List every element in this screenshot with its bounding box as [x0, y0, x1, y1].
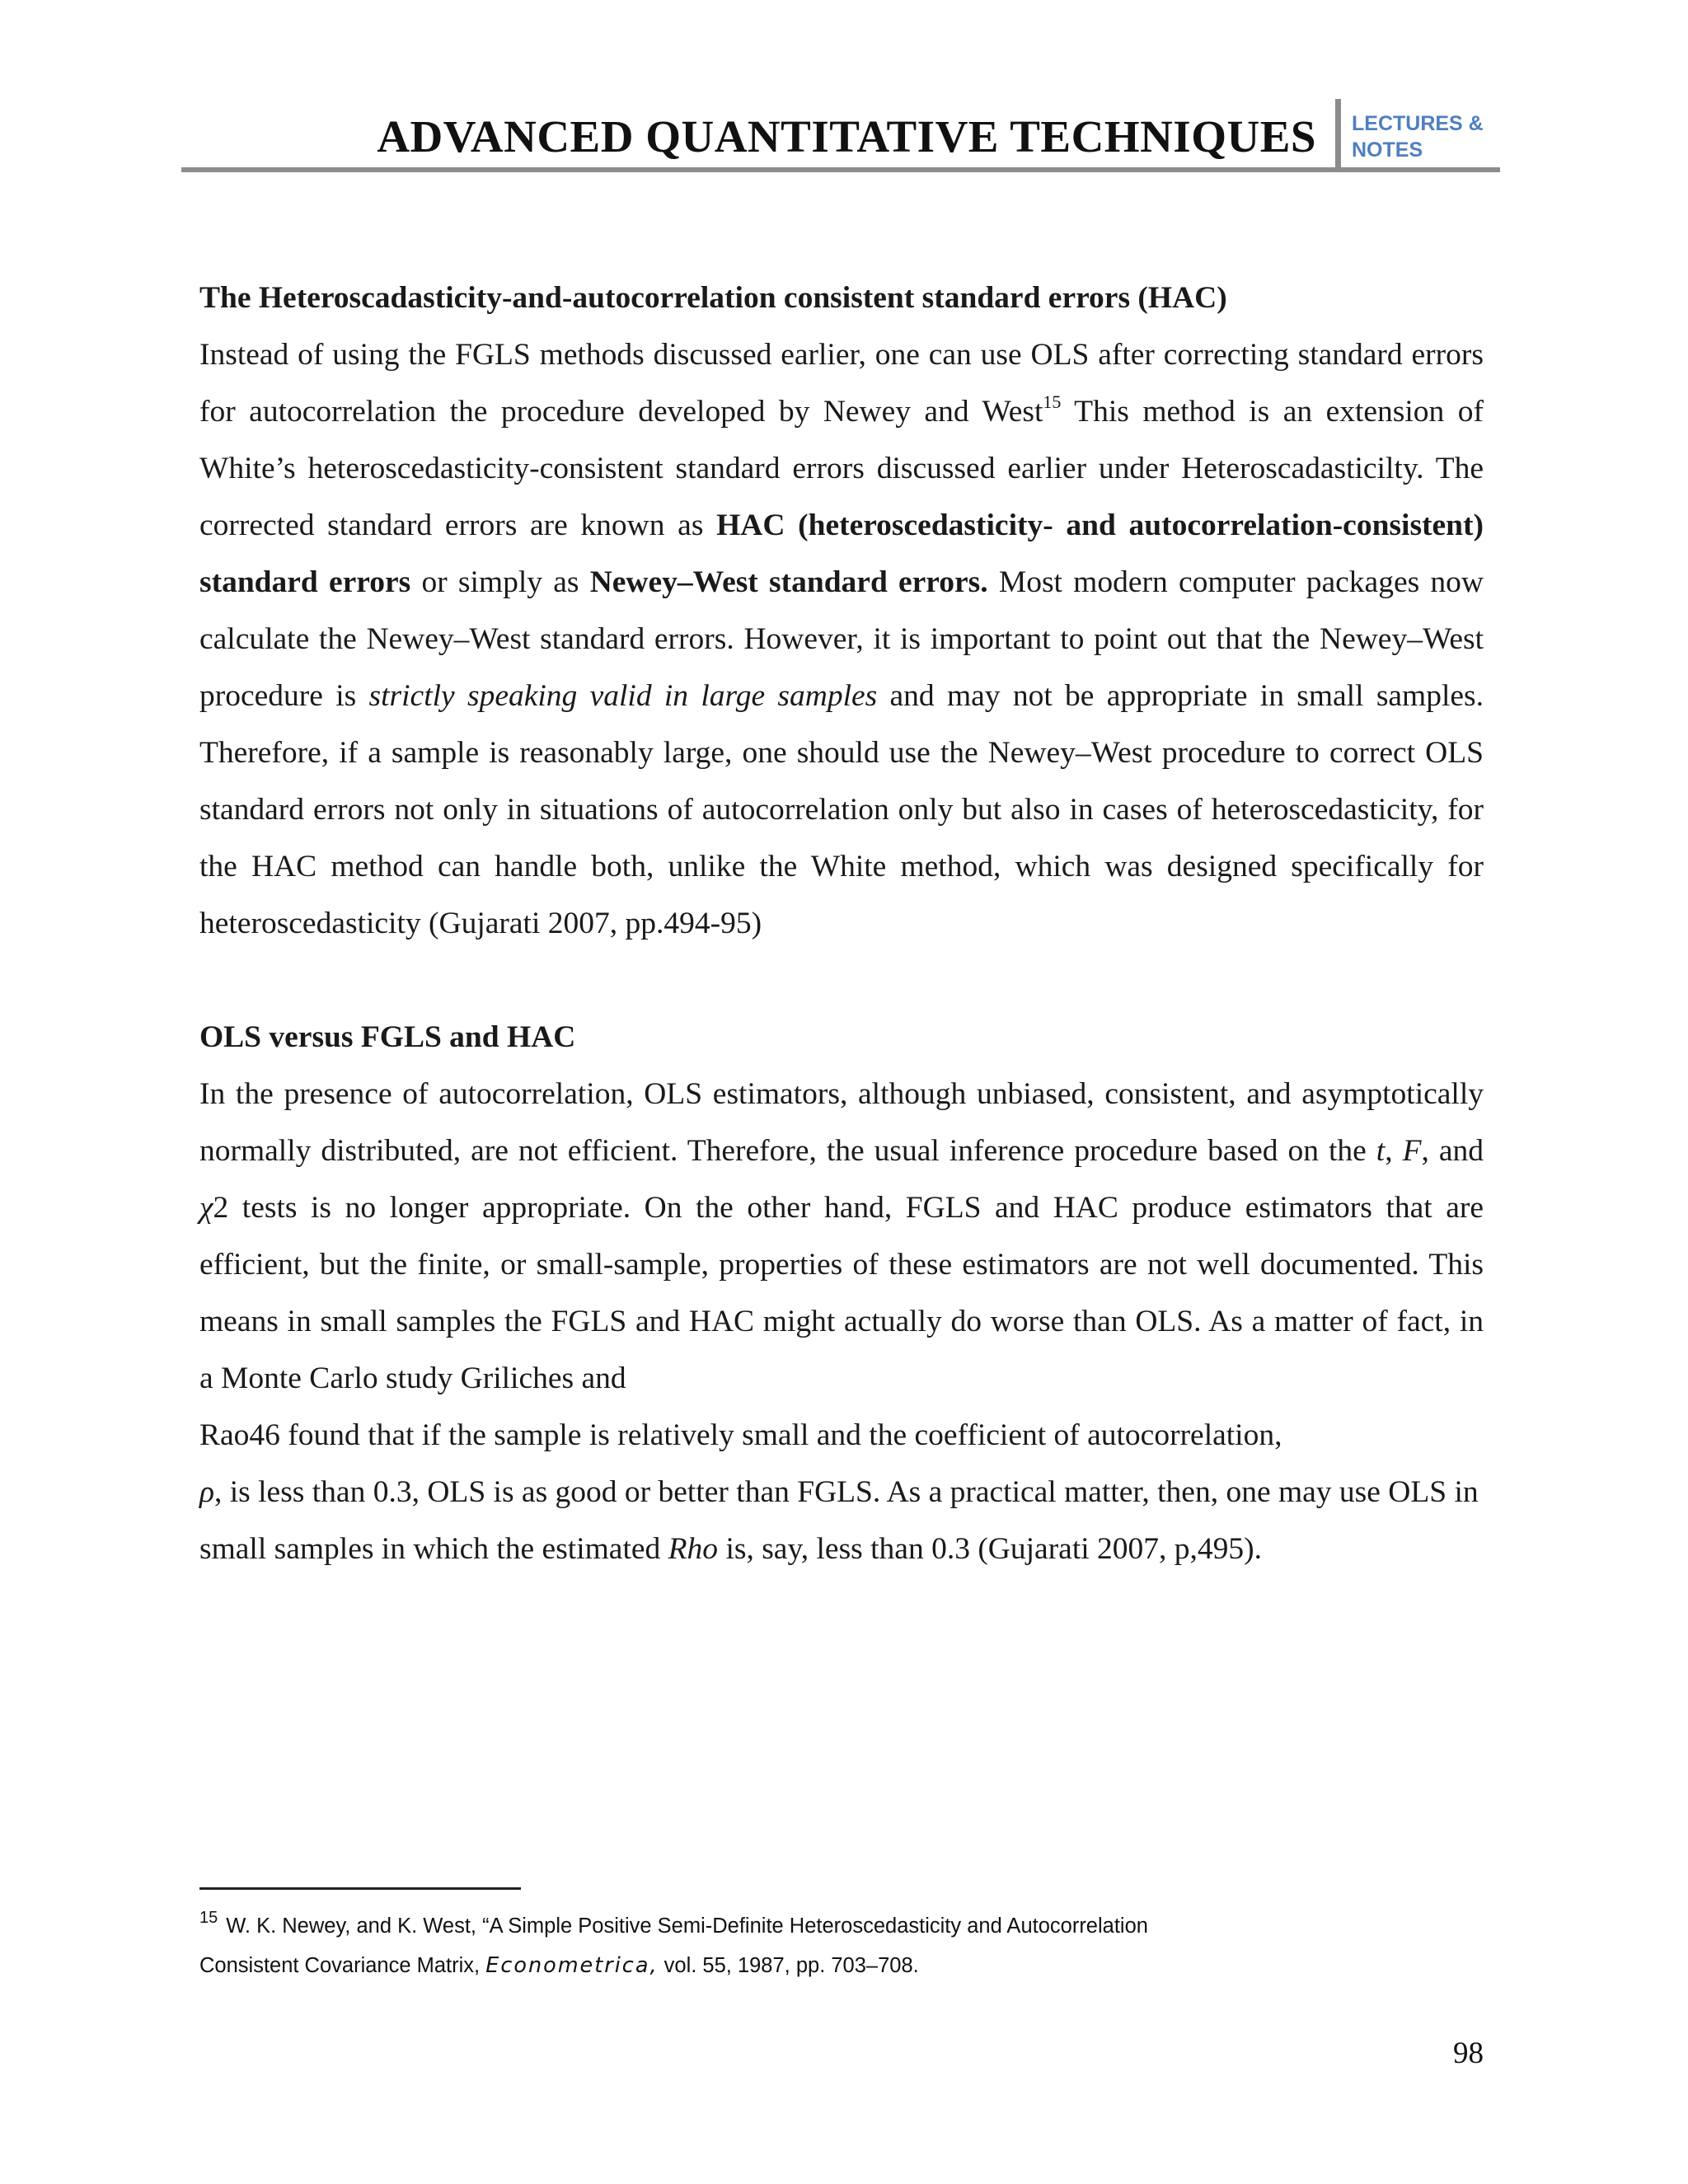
ols-line-rao: Rao46 found that if the sample is relatively small and the coefficient of autocorrelation, — [199, 1418, 1282, 1452]
page-number: 98 — [1453, 2036, 1484, 2070]
ols-sep-1: , — [1385, 1134, 1403, 1168]
header-label-line2: NOTES — [1352, 138, 1423, 162]
footnote-number: 15 — [199, 1909, 218, 1927]
rho-symbol: ρ — [199, 1475, 214, 1509]
ols-sep-2: , and — [1421, 1134, 1484, 1168]
footnote-rule — [199, 1887, 521, 1890]
footnote-reference[interactable]: 15 — [1043, 391, 1062, 412]
header-label — [1352, 110, 1484, 163]
header-label-line1: LECTURES & — [1352, 112, 1484, 135]
f-symbol: F — [1402, 1134, 1422, 1168]
hac-text-a: Instead of using the FGLS methods discussed earlier, one can use OLS after correcting standard errors for autocorrelation the procedure developed by Newey and West — [199, 338, 1484, 429]
header-title: ADVANCED QUANTITATIVE TECHNIQUES — [377, 111, 1316, 162]
footnote-line-2 — [199, 1946, 1484, 1985]
hac-text-b: This method is an extension of White’s heteroscedasticity-consistent standard errors discussed earlier under Heteroscadasticilty. The corrected standard errors are known as — [199, 395, 1484, 542]
journal-name: Econometrica, — [485, 1953, 659, 1978]
hac-text-e: and may not be appropriate in small samples. Therefore, if a sample is reasonably large, one should use the Newey–West procedure to correct OLS standard errors not only in situations of autocorrelation only but also in cases of heteroscedasticity, for the HAC method can handle both, unlike the White method, which was designed specifically for heteroscedasticity (Gujarati 2007, pp.494-95) — [199, 679, 1484, 940]
newey-west-bold-term: Newey–West standard errors. — [589, 565, 988, 599]
hac-bold-term: HAC (heteroscedasticity- and autocorrelation-consistent) standard errors — [199, 509, 1484, 599]
hac-text-c: or simply as — [410, 565, 590, 599]
footnote-line-1 — [199, 1906, 1484, 1946]
t-symbol: t — [1376, 1134, 1386, 1168]
header-divider — [1335, 99, 1341, 169]
ols-section-heading: OLS versus FGLS and HAC — [199, 1020, 576, 1054]
footnote-text-a: W. K. Newey, and K. West, “A Simple Positive Semi-Definite Heteroscedasticity and Autocorrelation — [226, 1915, 1148, 1938]
page-header — [181, 99, 1500, 173]
footnote — [199, 1906, 1484, 1985]
hac-text-d: Most modern computer packages now calculate the Newey–West standard errors. However, it is important to point out that the Newey–West procedure is — [199, 565, 1484, 713]
hac-paragraph — [199, 326, 1484, 952]
footnote-text-b: Consistent Covariance Matrix, — [199, 1954, 486, 1977]
hac-section-heading: The Heteroscadasticity-and-autocorrelation consistent standard errors (HAC) — [199, 281, 1227, 315]
hac-italic-phrase: strictly speaking valid in large samples — [368, 679, 878, 713]
footnote-text-c: vol. 55, 1987, pp. 703–708. — [658, 1954, 919, 1977]
rho-word: Rho — [668, 1532, 719, 1566]
header-rule — [181, 167, 1500, 172]
ols-text-c: , is less than 0.3, OLS is as good or better than FGLS. As a practical matter, then, one may use OLS in small samples in which the estimated — [199, 1475, 1479, 1566]
ols-paragraph — [199, 1066, 1484, 1407]
section-gap — [199, 952, 1484, 1009]
main-content — [199, 269, 1484, 1577]
ols-paragraph-cont — [199, 1464, 1484, 1577]
chi-symbol: χ — [199, 1191, 213, 1225]
ols-text-a: In the presence of autocorrelation, OLS estimators, although unbiased, consistent, and asymptotically normally distributed, are not efficient. Therefore, the usual inference procedure based on the — [199, 1077, 1484, 1168]
ols-text-b: 2 tests is no longer appropriate. On the other hand, FGLS and HAC produce estimators that are efficient, but the finite, or small-sample, properties of these estimators are not well documented. This means in small samples the FGLS and HAC might actually do worse than OLS. As a matter of fact, in a Monte Carlo study Griliches and — [199, 1191, 1484, 1395]
ols-text-d: is, say, less than 0.3 (Gujarati 2007, p,495). — [718, 1532, 1263, 1566]
